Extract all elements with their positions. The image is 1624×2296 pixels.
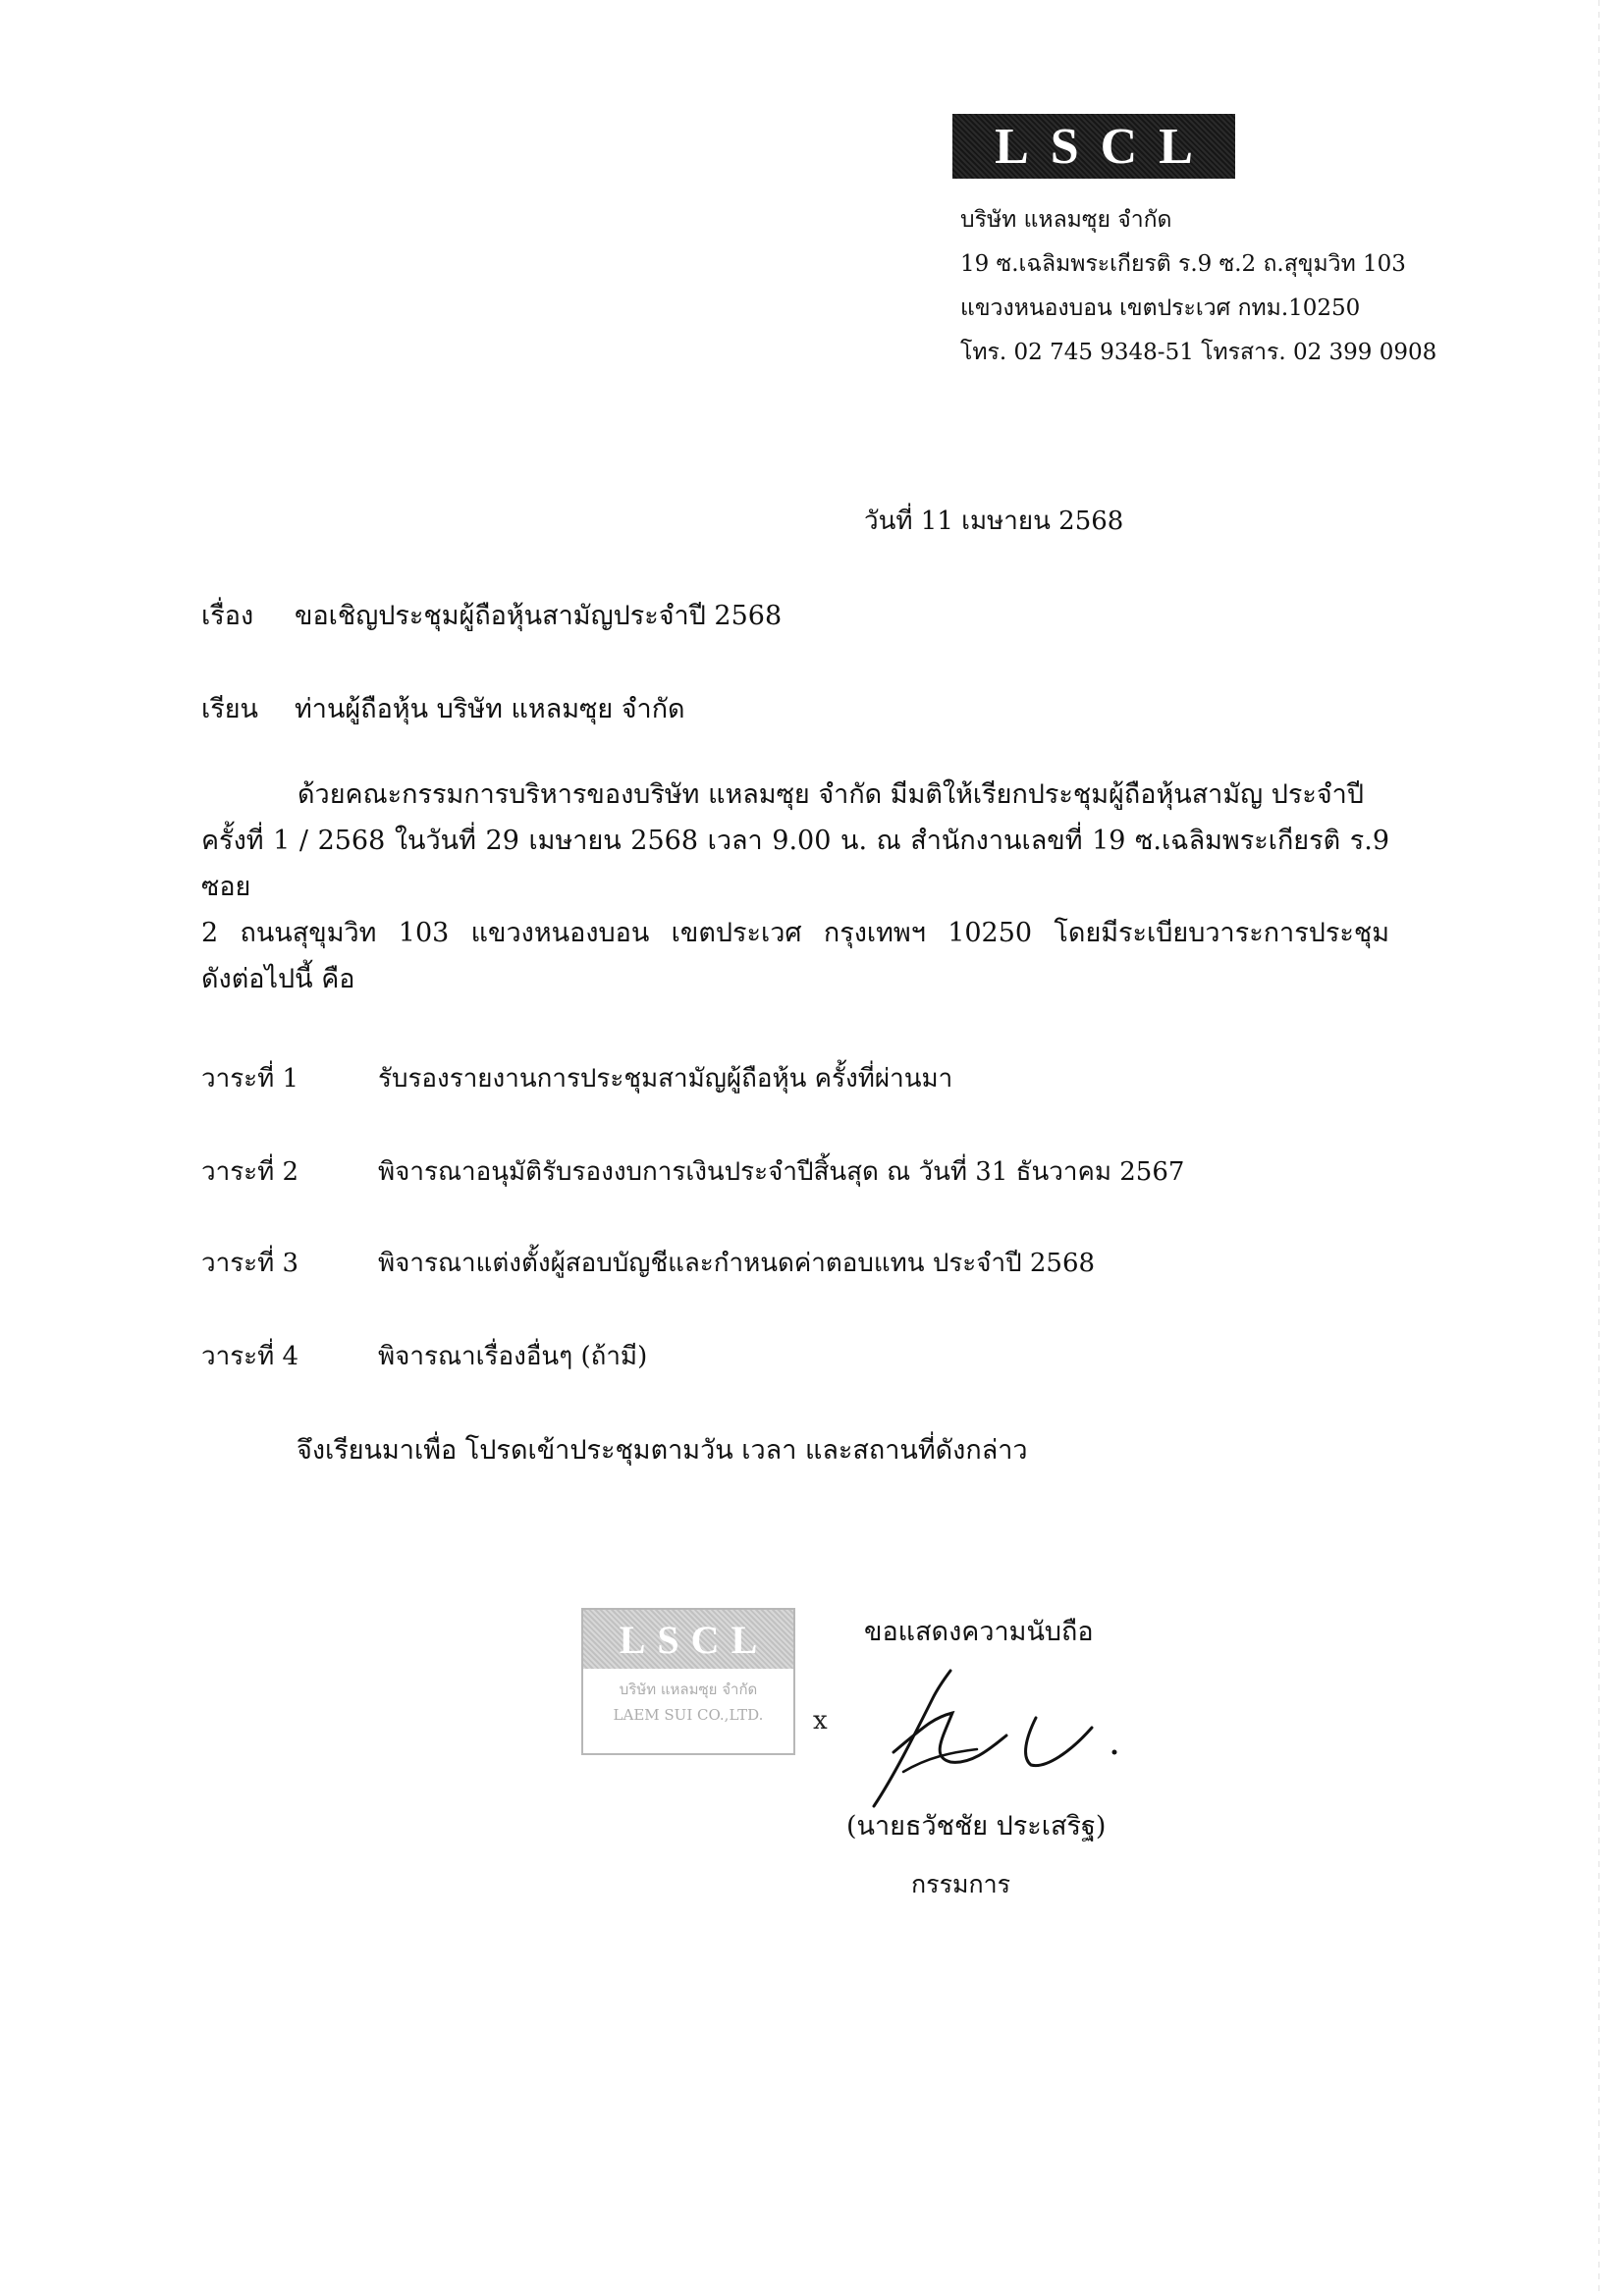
body-line-4: ดังต่อไปนี้ คือ (201, 964, 355, 994)
letter-date: วันที่ 11 เมษายน 2568 (864, 507, 1124, 536)
recipient-value: ท่านผู้ถือหุ้น บริษัท แหลมซุย จำกัด (295, 694, 685, 724)
handwritten-signature (835, 1659, 1159, 1826)
agenda-text: พิจารณาอนุมัติรับรองงบการเงินประจำปีสิ้นสุด ณ วันที่ 31 ธันวาคม 2567 (378, 1157, 1185, 1187)
stamp-text (583, 1677, 793, 1728)
company-name: บริษัท แหลมซุย จำกัด (960, 207, 1172, 233)
agenda-text: รับรองรายงานการประชุมสามัญผู้ถือหุ้น ครั้งที่ผ่านมา (378, 1064, 953, 1094)
phone-line: โทร. 02 745 9348-51 โทรสาร. 02 399 0908 (960, 340, 1437, 365)
signer-name: (นายธวัชชัย ประเสริฐ) (846, 1811, 1107, 1842)
subject-label: เรื่อง (201, 601, 254, 631)
address-line-1: 19 ซ.เฉลิมพระเกียรติ ร.9 ซ.2 ถ.สุขุมวิท 103 (960, 251, 1406, 277)
address-line-2: แขวงหนองบอน เขตประเวศ กทม.10250 (960, 295, 1361, 321)
body-line-3: 2 ถนนสุขุมวิท 103 แขวงหนองบอน เขตประเวศ กรุงเทพฯ 10250 โดยมีระเบียบวาระการประชุม (201, 918, 1389, 948)
agenda-label: วาระที่ 1 (201, 1064, 299, 1094)
stamp-line-2: LAEM SUI CO.,LTD. (613, 1706, 764, 1724)
agenda-label: วาระที่ 3 (201, 1249, 299, 1278)
signer-title: กรรมการ (911, 1870, 1011, 1898)
stamp-logo: LSCL (583, 1610, 793, 1669)
letterhead-address (960, 198, 1436, 375)
agenda-label: วาระที่ 4 (201, 1342, 299, 1371)
signature-x-mark: x (813, 1706, 828, 1735)
stamp-line-1: บริษัท แหลมซุย จำกัด (619, 1681, 758, 1698)
closing-line: จึงเรียนมาเพื่อ โปรดเข้าประชุมตามวัน เวลา และสถานที่ดังกล่าว (297, 1435, 1028, 1466)
body-line-2: ครั้งที่ 1 / 2568 ในวันที่ 29 เมษายน 2568 เวลา 9.00 น. ณ สำนักงานเลขที่ 19 ซ.เฉลิมพระเกียรติ ร.9 ซอย (201, 826, 1389, 902)
agenda-label: วาระที่ 2 (201, 1157, 299, 1187)
recipient-label: เรียน (201, 694, 259, 724)
agenda-text: พิจารณาแต่งตั้งผู้สอบบัญชีและกำหนดค่าตอบแทน ประจำปี 2568 (378, 1249, 1096, 1278)
respect-line: ขอแสดงความนับถือ (864, 1617, 1094, 1647)
subject-value: ขอเชิญประชุมผู้ถือหุ้นสามัญประจำปี 2568 (295, 601, 783, 631)
company-stamp (581, 1608, 795, 1755)
body-line-1: ด้วยคณะกรรมการบริหารของบริษัท แหลมซุย จำกัด มีมติให้เรียกประชุมผู้ถือหุ้นสามัญ ประจำปี (298, 779, 1364, 810)
scan-edge-line (1598, 0, 1599, 2296)
body-paragraph (201, 772, 1389, 1002)
company-logo: LSCL (952, 114, 1235, 179)
agenda-text: พิจารณาเรื่องอื่นๆ (ถ้ามี) (378, 1342, 648, 1371)
